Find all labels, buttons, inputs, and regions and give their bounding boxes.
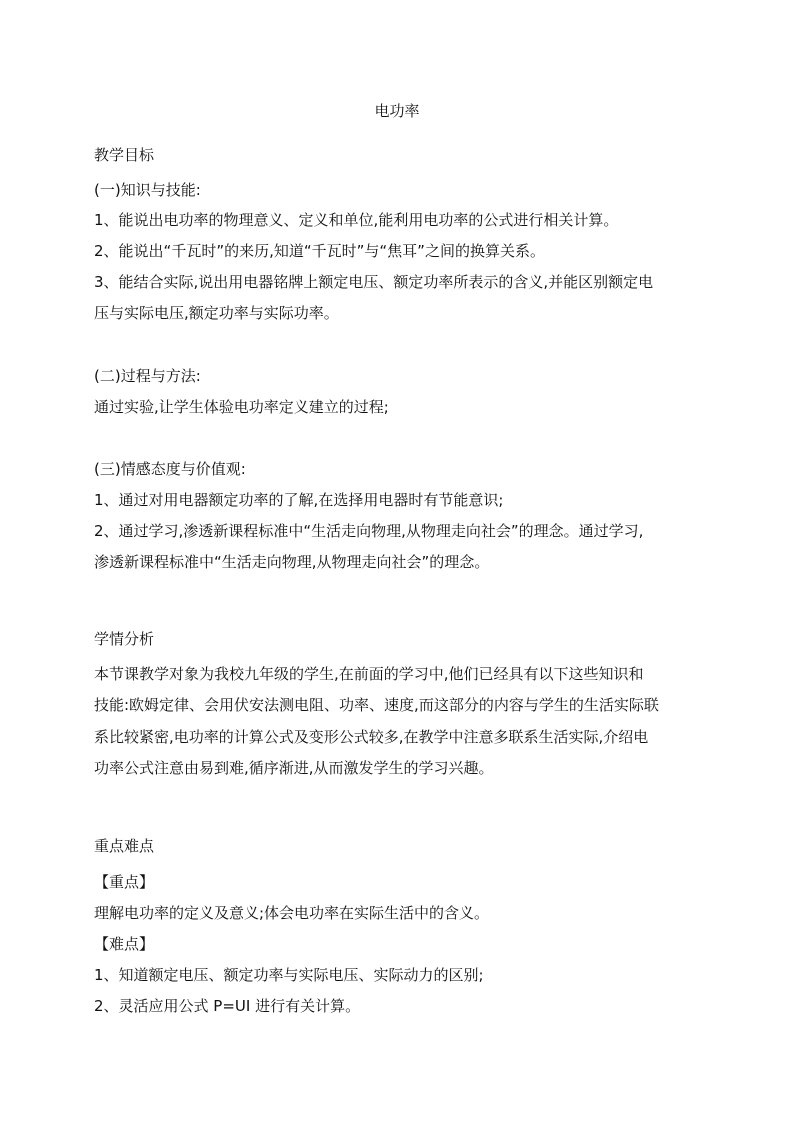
focus-text: 理解电功率的定义及意义;体会电功率在实际生活中的含义。 [94,904,490,922]
analysis-line: 功率公式注意由易到难,循序渐进,从而激发学生的学习兴趣。 [94,759,494,777]
section-heading-analysis: 学情分析 [94,630,155,648]
analysis-line: 技能:欧姆定律、会用伏安法测电阻、功率、速度,而这部分的内容与学生的生活实际联 [94,696,659,714]
section-heading-objectives: 教学目标 [94,146,155,164]
analysis-line: 系比较紧密,电功率的计算公式及变形公式较多,在教学中注意多联系生活实际,介绍电 [94,728,649,746]
analysis-line: 本节课教学对象为我校九年级的学生,在前面的学习中,他们已经具有以下这些知识和 [94,665,644,683]
subheading-emotion: (三)情感态度与价值观: [94,460,246,478]
focus-label: 【重点】 [94,873,155,891]
knowledge-item: 2、能说出“千瓦时”的来历,知道“千瓦时”与“焦耳”之间的换算关系。 [94,242,545,260]
section-heading-key-points: 重点难点 [94,837,155,855]
knowledge-item-continued: 压与实际电压,额定功率与实际功率。 [94,304,339,322]
emotion-item: 1、通过对用电器额定功率的了解,在选择用电器时有节能意识; [94,491,504,509]
emotion-item-continued: 渗透新课程标准中“生活走向物理,从物理走向社会”的理念。 [94,553,490,571]
difficulty-item: 1、知道额定电压、额定功率与实际电压、实际动力的区别; [94,966,484,984]
emotion-item: 2、通过学习,渗透新课程标准中“生活走向物理,从物理走向社会”的理念。通过学习, [94,522,644,540]
knowledge-item: 1、能说出电功率的物理意义、定义和单位,能利用电功率的公式进行相关计算。 [94,211,619,229]
process-item: 通过实验,让学生体验电功率定义建立的过程; [94,398,389,416]
difficulty-label: 【难点】 [94,935,155,953]
subheading-knowledge: (一)知识与技能: [94,181,201,199]
difficulty-item: 2、灵活应用公式 P=UI 进行有关计算。 [94,997,361,1015]
subheading-process: (二)过程与方法: [94,367,201,385]
knowledge-item: 3、能结合实际,说出用电器铭牌上额定电压、额定功率所表示的含义,并能区别额定电 [94,273,654,291]
page-title: 电功率 [374,102,420,120]
